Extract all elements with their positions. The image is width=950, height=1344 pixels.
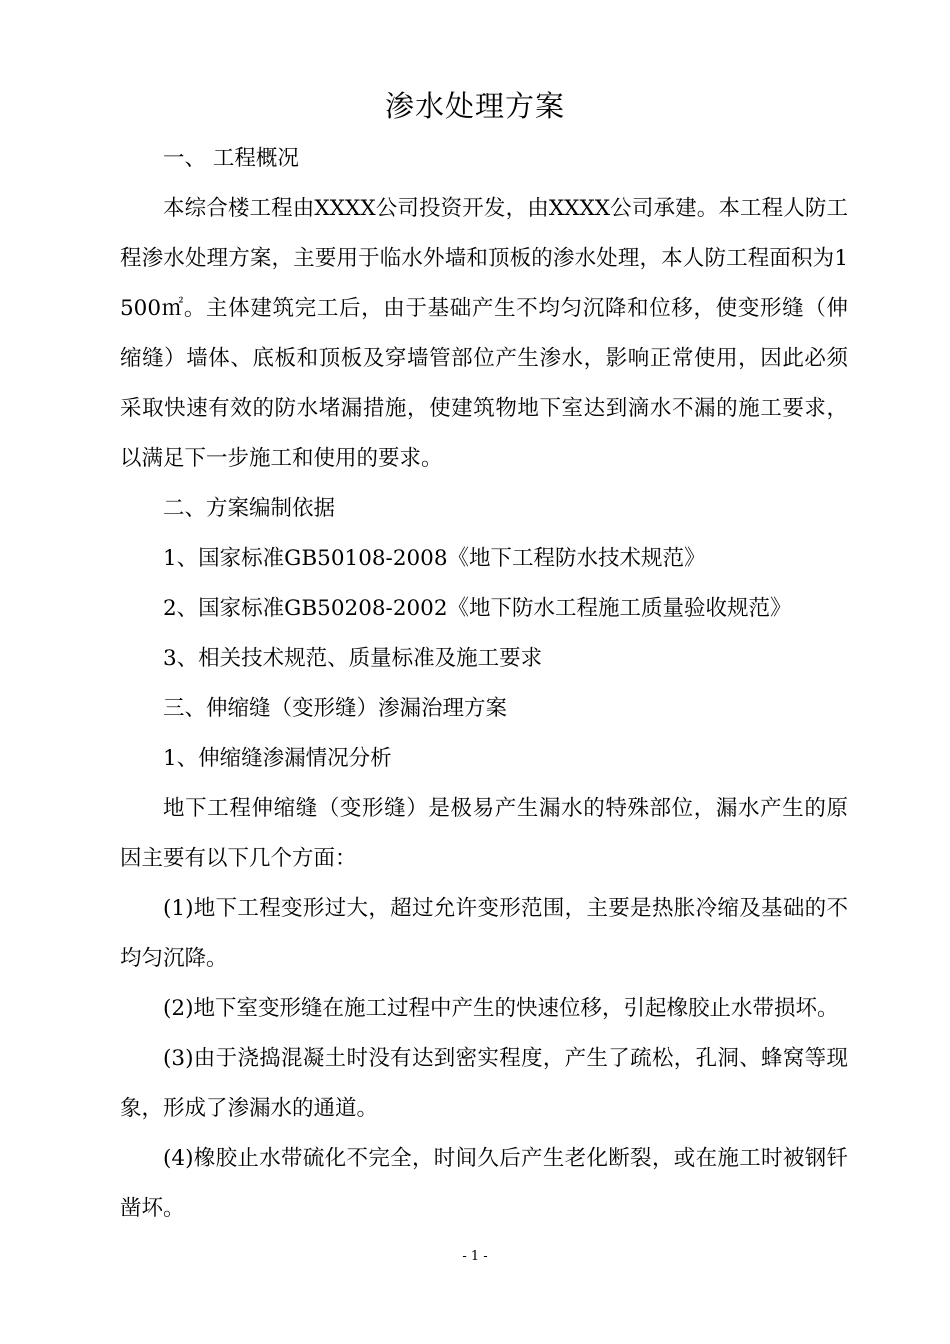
section-heading-1: 一、 工程概况 xyxy=(163,146,299,171)
paragraph-analysis: 地下工程伸缩缝（变形缝）是极易产生漏水的特殊部位，漏水产生的原因主要有以下几个方面： xyxy=(120,796,848,871)
paragraph-overview: 本综合楼工程由XXXX公司投资开发，由XXXX公司承建。本工程人防工程渗水处理方案，主要用于临水外墙和顶板的渗水处理，本人防工程面积为1500㎡。主体建筑完工后，由于基础产生不均匀沉降和位移，使变形缝（伸缩缝）墙体、底板和顶板及穿墙管部位产生渗水，影响正常使用，因此必须采取快速有效的防水堵漏措施，使建筑物地下室达到滴水不漏的施工要求，以满足下一步施工和使用的要求。 xyxy=(120,196,848,471)
document-body xyxy=(120,134,848,1234)
cause-item-3: (3)由于浇捣混凝土时没有达到密实程度，产生了疏松，孔洞、蜂窝等现象，形成了渗漏水的通道。 xyxy=(120,1046,848,1121)
cause-item-1: (1)地下工程变形过大，超过允许变形范围，主要是热胀冷缩及基础的不均匀沉降。 xyxy=(120,896,848,971)
list-item-standard-1: 1、国家标准GB50108-2008《地下工程防水技术规范》 xyxy=(163,546,706,571)
document-title: 渗水处理方案 xyxy=(384,89,565,123)
section-heading-2: 二、方案编制依据 xyxy=(163,496,336,521)
list-item-standard-2: 2、国家标准GB50208-2002《地下防水工程施工质量验收规范》 xyxy=(163,596,792,621)
page-number: - 1 - xyxy=(462,1249,488,1264)
subsection-heading-1: 1、伸缩缝渗漏情况分析 xyxy=(163,746,392,771)
section-heading-3: 三、伸缩缝（变形缝）渗漏治理方案 xyxy=(163,696,508,721)
cause-item-2: (2)地下室变形缝在施工过程中产生的快速位移，引起橡胶止水带损坏。 xyxy=(163,996,839,1021)
list-item-standard-3: 3、相关技术规范、质量标准及施工要求 xyxy=(163,646,543,671)
cause-item-4: (4)橡胶止水带硫化不完全，时间久后产生老化断裂，或在施工时被钢钎凿坏。 xyxy=(120,1146,848,1221)
